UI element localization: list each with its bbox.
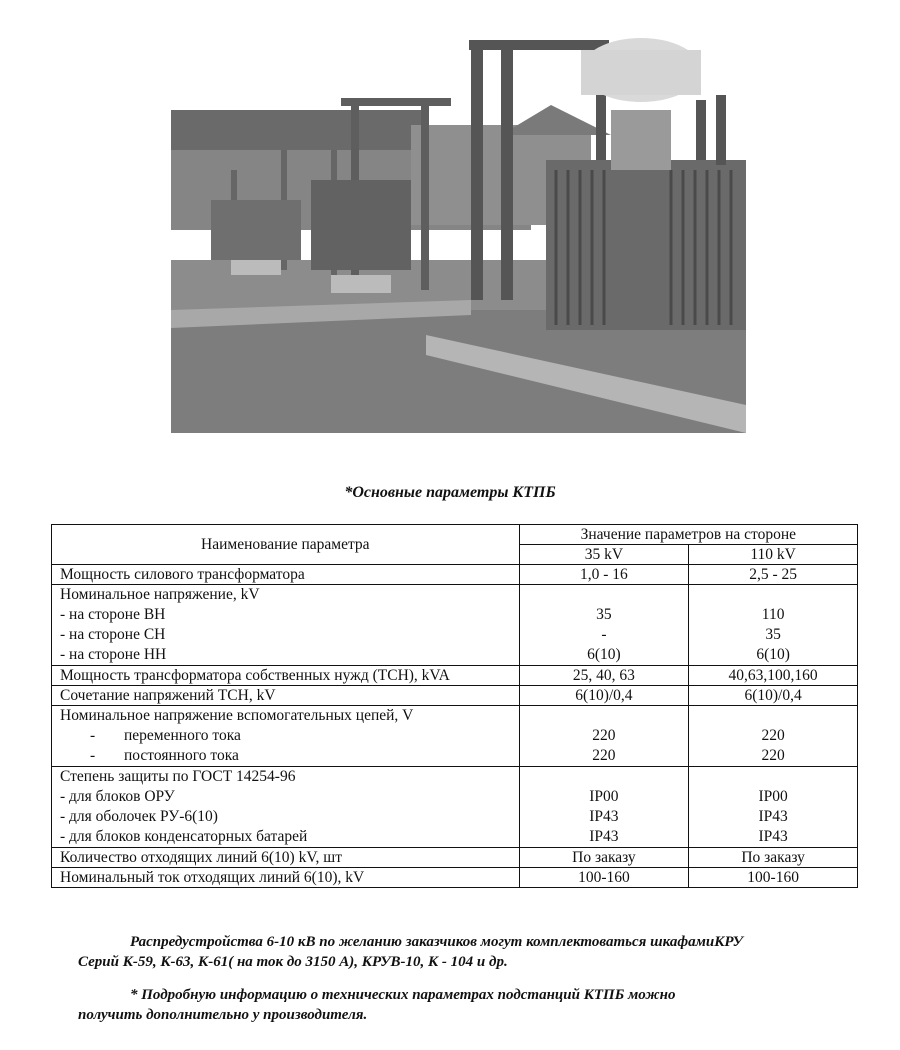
note-manufacturer	[78, 985, 868, 1025]
table-row	[52, 585, 858, 666]
table-row	[52, 686, 858, 706]
note-line: Серий К-59, К-63, К-61( на ток до 3150 А), КРУВ-10, К - 104 и др.	[78, 954, 508, 970]
value-110kv: 220	[761, 727, 785, 744]
dash: -	[90, 747, 96, 764]
value-35kv-group	[519, 767, 689, 848]
value-35kv: IP43	[589, 828, 619, 845]
row-label: Номинальный ток отходящих линий 6(10), kV	[52, 868, 520, 888]
row-sublabel: - для блоков конденсаторных батарей	[60, 828, 308, 845]
table-row	[52, 706, 858, 767]
value-35kv: 220	[592, 727, 616, 744]
value-35kv: 1,0 - 16	[519, 565, 689, 585]
header-110kv: 110 kV	[689, 545, 858, 565]
value-110kv: 6(10)	[756, 646, 790, 663]
value-110kv: IP43	[758, 808, 788, 825]
row-label-group	[52, 706, 520, 767]
note-line: получить дополнительно у производителя.	[78, 1007, 368, 1023]
value-110kv: IP00	[758, 788, 788, 805]
value-35kv: 25, 40, 63	[519, 666, 689, 686]
value-110kv: IP43	[758, 828, 788, 845]
table-row	[52, 848, 858, 868]
value-35kv: IP00	[589, 788, 619, 805]
value-110kv-group	[689, 706, 858, 767]
table-caption: *Основные параметры КТПБ	[344, 484, 556, 501]
row-label: Сочетание напряжений ТСН, kV	[52, 686, 520, 706]
value-35kv: 6(10)/0,4	[519, 686, 689, 706]
value-110kv-group	[689, 767, 858, 848]
parameters-table	[51, 524, 858, 888]
row-sublabel: - на стороне ВН	[60, 606, 166, 623]
row-label: Количество отходящих линий 6(10) kV, шт	[52, 848, 520, 868]
value-110kv: 220	[761, 747, 785, 764]
row-label: Номинальное напряжение вспомогательных цепей, V	[60, 707, 414, 724]
note-line: * Подробную информацию о технических параметрах подстанций КТПБ можно	[130, 987, 676, 1003]
value-110kv-group	[689, 585, 858, 666]
value-35kv-group	[519, 585, 689, 666]
row-label: Мощность силового трансформатора	[52, 565, 520, 585]
note-line: Распредустройства 6-10 кВ по желанию заказчиков могут комплектоваться шкафамиКРУ	[130, 934, 743, 950]
row-sublabel	[60, 746, 511, 766]
value-35kv: 220	[592, 747, 616, 764]
value-35kv-group	[519, 706, 689, 767]
header-35kv: 35 kV	[519, 545, 689, 565]
value-110kv: 35	[765, 626, 781, 643]
row-sublabel-text: постоянного тока	[124, 747, 239, 764]
value-35kv: По заказу	[519, 848, 689, 868]
value-110kv: 2,5 - 25	[689, 565, 858, 585]
row-sublabel	[60, 726, 511, 746]
value-35kv: IP43	[589, 808, 619, 825]
header-values: Значение параметров на стороне	[519, 525, 857, 545]
header-param-name: Наименование параметра	[52, 525, 520, 565]
table-row	[52, 767, 858, 848]
row-label: Степень защиты по ГОСТ 14254-96	[60, 768, 296, 785]
value-110kv: 6(10)/0,4	[689, 686, 858, 706]
value-35kv: 6(10)	[587, 646, 621, 663]
row-label: Мощность трансформатора собственных нужд (ТСН), kVA	[52, 666, 520, 686]
row-label-group	[52, 767, 520, 848]
substation-photo	[171, 10, 746, 433]
table-header-row	[52, 525, 858, 545]
value-35kv: 100-160	[519, 868, 689, 888]
value-110kv: 110	[761, 606, 785, 623]
table-row	[52, 565, 858, 585]
row-sublabel: - для оболочек РУ-6(10)	[60, 808, 218, 825]
value-35kv: -	[601, 626, 607, 643]
substation-photo-icon	[171, 10, 746, 433]
row-sublabel-text: переменного тока	[124, 727, 241, 744]
note-switchgear	[78, 932, 868, 972]
value-35kv: 35	[596, 606, 612, 623]
value-110kv: 40,63,100,160	[689, 666, 858, 686]
value-110kv: 100-160	[689, 868, 858, 888]
dash: -	[90, 727, 96, 744]
table-row	[52, 868, 858, 888]
row-label: Номинальное напряжение, kV	[60, 586, 260, 603]
value-110kv: По заказу	[689, 848, 858, 868]
row-sublabel: - для блоков ОРУ	[60, 788, 175, 805]
row-sublabel: - на стороне НН	[60, 646, 167, 663]
table-row	[52, 666, 858, 686]
row-label-group	[52, 585, 520, 666]
row-sublabel: - на стороне СН	[60, 626, 166, 643]
